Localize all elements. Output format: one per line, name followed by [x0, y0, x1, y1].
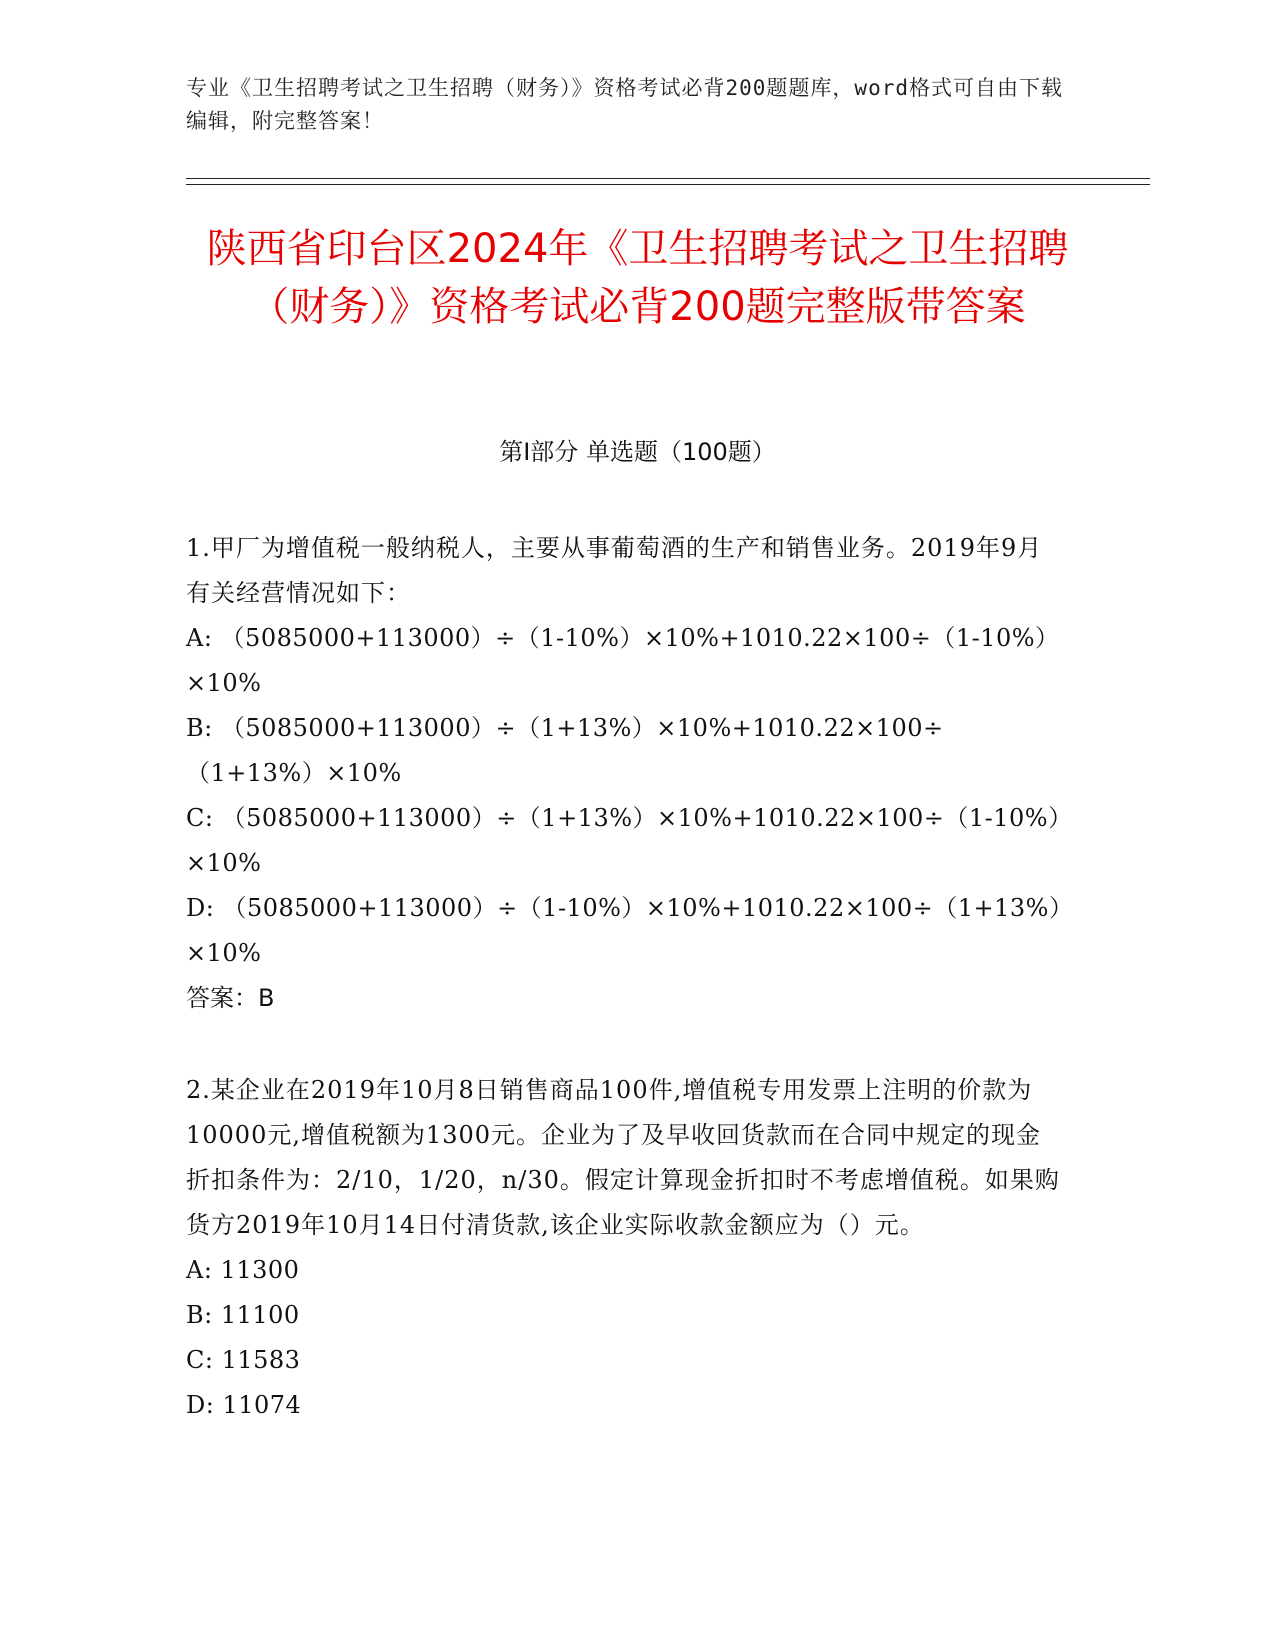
- option-a: A: （5085000+113000）÷（1-10%）×10%+1010.22×100÷（1-10%）×10%: [186, 624, 1060, 697]
- question-1: [186, 526, 1066, 1021]
- option-d: D: （5085000+113000）÷（1-10%）×10%+1010.22×100÷（1+13%）×10%: [186, 894, 1062, 967]
- question-stem: 1.甲厂为增值税一般纳税人，主要从事葡萄酒的生产和销售业务。2019年9月有关经营情况如下：: [186, 534, 1043, 607]
- answer: 答案：B: [186, 984, 275, 1012]
- option-c: C: 11583: [186, 1346, 301, 1374]
- option-d: D: 11074: [186, 1391, 302, 1419]
- section-heading: 第I部分 单选题（100题）: [499, 438, 776, 466]
- question-stem: 2.某企业在2019年10月8日销售商品100件,增值税专用发票上注明的价款为10000元,增值税额为1300元。企业为了及早收回货款而在合同中规定的现金折扣条件为：2/10，1/20，n/30。假定计算现金折扣时不考虑增值税。如果购货方2019年10月14日付清货款,该企业实际收款金额应为（）元。: [186, 1076, 1060, 1239]
- option-b: B: 11100: [186, 1301, 300, 1329]
- option-b: B: （5085000+113000）÷（1+13%）×10%+1010.22×100÷（1+13%）×10%: [186, 714, 944, 787]
- option-c: C: （5085000+113000）÷（1+13%）×10%+1010.22×100÷（1-10%）×10%: [186, 804, 1061, 877]
- header-note: 专业《卫生招聘考试之卫生招聘（财务）》资格考试必背200题题库，word格式可自由下载编辑，附完整答案！: [186, 76, 1063, 133]
- question-2: [186, 1068, 1066, 1428]
- header-divider-top: [186, 178, 1150, 179]
- header-divider-bottom: [186, 184, 1150, 185]
- option-a: A: 11300: [186, 1256, 300, 1284]
- document-title: 陕西省印台区2024年《卫生招聘考试之卫生招聘（财务）》资格考试必背200题完整版带答案: [206, 226, 1069, 330]
